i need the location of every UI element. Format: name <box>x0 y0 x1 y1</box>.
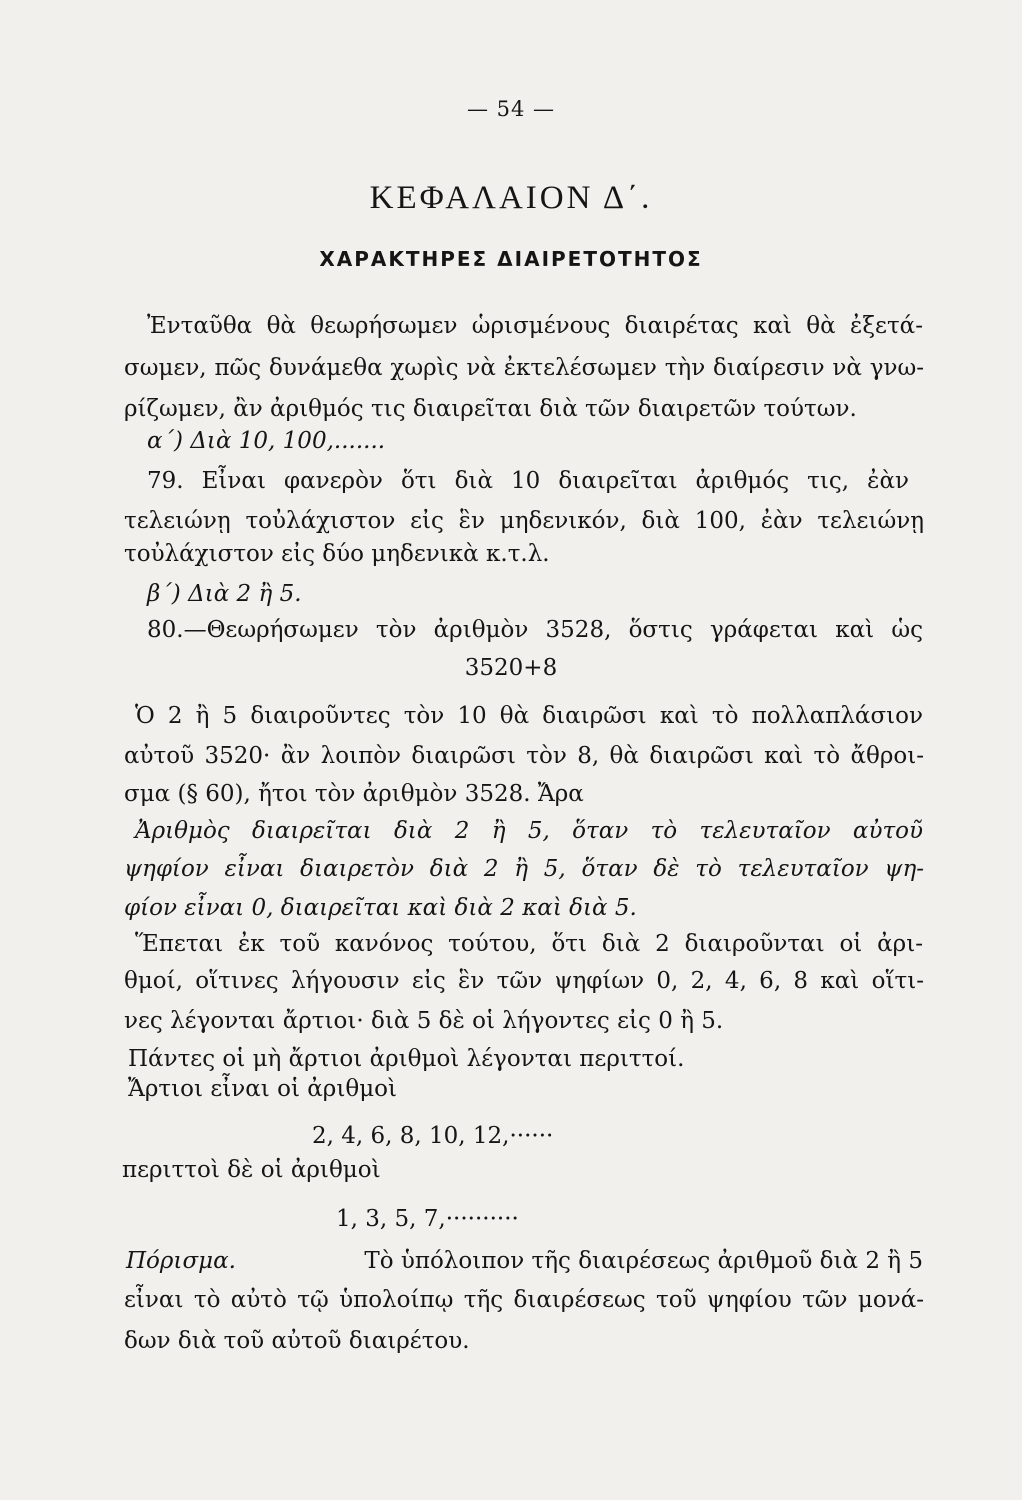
corollary-line: εἶναι τὸ αὐτὸ τῷ ὑπολοίπῳ τῆς διαιρέσεως τοῦ ψηφίου τῶν μονά- <box>124 1287 924 1313</box>
even-numbers: 2, 4, 6, 8, 10, 12,······ <box>312 1123 554 1149</box>
section-title: ΧΑΡΑΚΤΗΡΕΣ ΔΙΑΙΡΕΤΟΤΗΤΟΣ <box>319 247 703 271</box>
consequence-line: νες λέγονται ἄρτιοι· διὰ 5 δὲ οἱ λήγοντες εἰς 0 ἢ 5. <box>124 1008 724 1034</box>
odd-definition: Πάντες οἱ μὴ ἄρτιοι ἀριθμοὶ λέγονται περιττοί. <box>128 1046 685 1072</box>
paragraph-79-line: τοὐλάχιστον εἰς δύο μηδενικὰ κ.τ.λ. <box>124 541 550 567</box>
formula-3520-plus-8: 3520+8 <box>464 655 558 681</box>
paragraph-79-line: τελειώνῃ τοὐλάχιστον εἰς ἓν μηδενικόν, διὰ 100, ἐὰν τελειώνῃ <box>124 508 924 534</box>
corollary-line: δων διὰ τοῦ αὐτοῦ διαιρέτου. <box>124 1328 470 1354</box>
consequence-line: θμοί, οἵτινες λήγουσιν εἰς ἓν τῶν ψηφίων 0, 2, 4, 6, 8 καὶ οἵτι- <box>124 968 924 994</box>
rule-line: φίον εἶναι 0, διαιρεῖται καὶ διὰ 2 καὶ διὰ 5. <box>124 895 637 921</box>
paragraph-80-line: σμα (§ 60), ἤτοι τὸν ἀριθμὸν 3528. Ἄρα <box>124 781 584 807</box>
paragraph-80-line: αὐτοῦ 3520· ἂν λοιπὸν διαιρῶσι τὸν 8, θὰ διαιρῶσι καὶ τὸ ἄθροι- <box>124 743 924 769</box>
odd-numbers: 1, 3, 5, 7,·········· <box>336 1206 519 1232</box>
corollary-line <box>126 1245 923 1277</box>
intro-line: σωμεν, πῶς δυνάμεθα χωρὶς νὰ ἐκτελέσωμεν τὴν διαίρεσιν νὰ γνω- <box>124 355 924 381</box>
paragraph-80-line: 80.—Θεωρήσωμεν τὸν ἀριθμὸν 3528, ὅστις γράφεται καὶ ὡς <box>147 617 923 643</box>
subheading-b: β΄) Διὰ 2 ἢ 5. <box>147 581 302 607</box>
subheading-a: α΄) Διὰ 10, 100,....... <box>147 428 386 454</box>
chapter-title: ΚΕΦΑΛΑΙΟΝ Δ΄. <box>369 180 653 216</box>
intro-line: Ἐνταῦθα θὰ θεωρήσωμεν ὡρισμένους διαιρέτας καὶ θὰ ἐξετά- <box>147 313 923 339</box>
corollary-label: Πόρισμα. <box>126 1248 236 1274</box>
corollary-text: Τὸ ὑπόλοιπον τῆς διαιρέσεως ἀριθμοῦ διὰ 2 ἢ 5 <box>364 1248 923 1274</box>
rule-line: ψηφίον εἶναι διαιρετὸν διὰ 2 ἢ 5, ὅταν δὲ τὸ τελευταῖον ψη- <box>124 856 924 882</box>
rule-line: Ἀριθμὸς διαιρεῖται διὰ 2 ἢ 5, ὅταν τὸ τελευταῖον αὐτοῦ <box>135 818 923 844</box>
paragraph-80-line: Ὁ 2 ἢ 5 διαιροῦντες τὸν 10 θὰ διαιρῶσι καὶ τὸ πολλαπλάσιον <box>135 703 923 729</box>
page-number: — 54 — <box>466 97 556 121</box>
odd-intro: περιττοὶ δὲ οἱ ἀριθμοὶ <box>122 1157 381 1183</box>
intro-line: ρίζωμεν, ἂν ἀριθμός τις διαιρεῖται διὰ τῶν διαιρετῶν τούτων. <box>124 396 857 422</box>
even-intro: Ἄρτιοι εἶναι οἱ ἀριθμοὶ <box>128 1076 398 1102</box>
consequence-line: Ἕπεται ἐκ τοῦ κανόνος τούτου, ὅτι διὰ 2 διαιροῦνται οἱ ἀρι- <box>135 931 923 957</box>
paragraph-79-line: 79. Εἶναι φανερὸν ὅτι διὰ 10 διαιρεῖται ἀριθμός τις, ἐὰν <box>147 468 909 494</box>
